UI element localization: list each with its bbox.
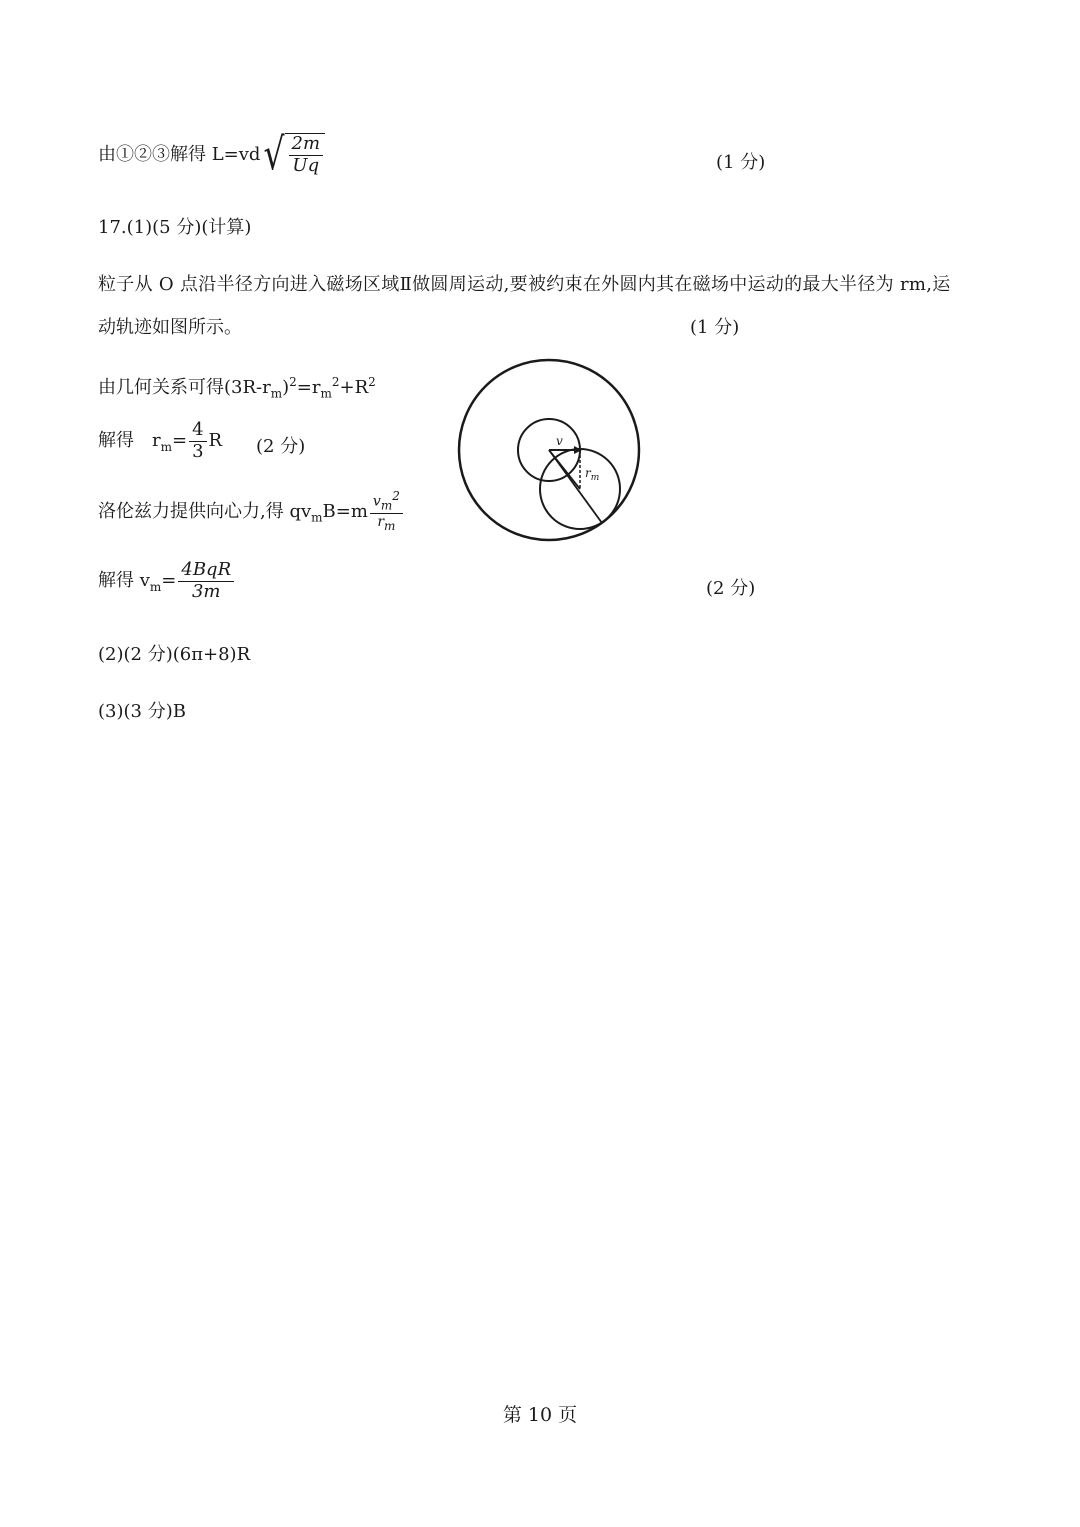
score-solve-vm: (2 分)	[706, 578, 756, 599]
result-L-prefix: 由①②③解得 L=vd	[98, 144, 261, 165]
solve-rm-line: 解得 $r_m=$ $\frac{4}{3}$ R	[98, 419, 223, 462]
fraction-4BqR-3m: $\frac{\text{4BqR}}{3m}$	[178, 560, 234, 602]
part-2-answer: (2)(2 分)(6π+8)R	[98, 644, 251, 665]
question-17-heading: 17.(1)(5 分)(计算)	[98, 217, 252, 238]
fraction-numerator: 2m	[289, 134, 324, 156]
part-3-answer: (3)(3 分)B	[98, 701, 186, 722]
fraction-vm2-rm: $\frac{v_m^2}{r_m}$	[370, 490, 403, 534]
paragraph-line-b: 动轨迹如图所示。	[98, 317, 242, 338]
result-L-line	[98, 129, 325, 180]
trajectory-diagram	[455, 355, 655, 545]
lorentz-force-line: 洛伦兹力提供向心力,得 $qv_mB=m$ $\frac{v_m^2}{r_m}$	[98, 490, 405, 534]
label-rm: $r_m$	[585, 466, 600, 483]
page-number-footer: 第 10 页	[502, 1404, 578, 1426]
sqrt-expression	[260, 129, 325, 180]
score-line1: (1 分)	[716, 152, 766, 173]
fraction-2m-Uq	[289, 134, 324, 176]
fraction-4-3: $\frac{4}{3}$	[189, 420, 206, 462]
score-solve-rm: (2 分)	[256, 436, 306, 457]
fraction-denominator: Uq	[292, 155, 320, 176]
paragraph-line-a: 粒子从 O 点沿半径方向进入磁场区域Ⅱ做圆周运动,要被约束在外圆内其在磁场中运动的最大半径为 rm,运	[98, 274, 951, 295]
radical-sign: √	[263, 129, 285, 180]
score-paragraph: (1 分)	[690, 317, 740, 338]
outer-tangent-line	[549, 450, 602, 523]
geometry-equation: 由几何关系可得$(3R-r_m)^2=r_m^2+R^2$	[98, 375, 376, 401]
label-v: v	[556, 434, 563, 448]
solve-vm-line: 解得 $v_m=$ $\frac{\text{4BqR}}{3m}$	[98, 560, 236, 602]
